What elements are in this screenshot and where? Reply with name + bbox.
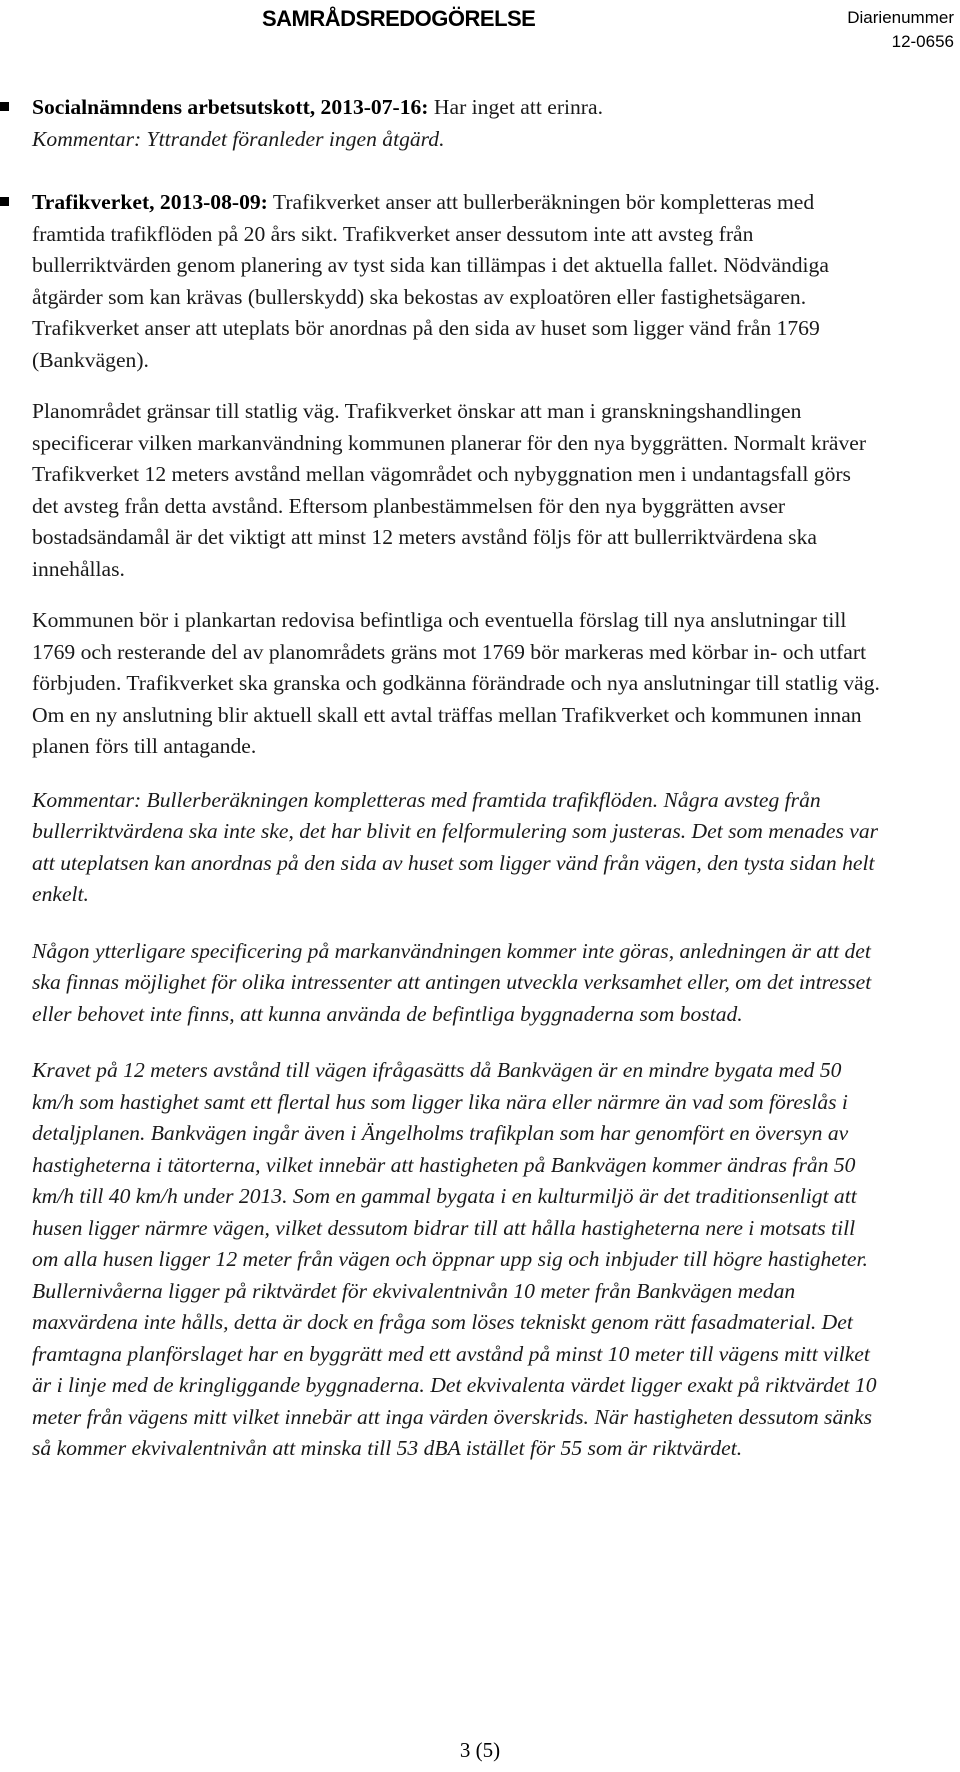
comment-paragraph: Kommentar: Bullerberäkningen kompletteras med framtida trafikflöden. Några avsteg från bullerriktvärdena ska inte ske, det har blivit en felformulering som justeras. Det som menades var att uteplatsen kan anordnas på den sida av huset som ligger vänd från vägen, den tysta sidan helt enkelt. — [32, 787, 879, 906]
document-title: SAMRÅDSREDOGÖRELSE — [262, 6, 536, 31]
diarienummer-value: 12-0656 — [891, 32, 954, 51]
remiss-text: Har inget att erinra. — [428, 95, 603, 119]
remiss-sender: Socialnämndens arbetsutskott, 2013-07-16: — [32, 95, 429, 119]
bullet-icon — [0, 102, 9, 111]
body-paragraph: Kommunen bör i plankartan redovisa befintliga och eventuella förslag till nya anslutningar till 1769 och resterande del av planområdets gräns mot 1769 bör markeras med körbar in- och utfart förbjuden. Trafikverket ska granska och godkänna förändrade och nya anslutningar till statlig väg. Om en ny anslutning blir aktuell skall ett avtal träffas mellan Trafikverket och kommunen innan planen förs till antagande. — [32, 608, 880, 758]
diarienummer-block — [847, 6, 954, 54]
comment-paragraph: Kravet på 12 meters avstånd till vägen ifrågasätts då Bankvägen är en mindre bygata med 50 km/h som hastighet samt ett flertal hus som ligger lika nära eller närmre än vad som föreslås i detaljplanen. Bankvägen ingår även i Ängelholms trafikplan som har genomfört en översyn av hastigheterna i tätorterna, vilket innebär att hastigheten på Bankvägen kommer ändras från 50 km/h till 40 km/h under 2013. Som en gammal bygata i en kulturmiljö är det traditionsenligt att husen ligger närmre vägen, vilket dessutom bidrar till att hålla hastigheterna nere i motsats till om alla husen ligger 12 meter från vägen och öppnar upp sig och inbjuder till högre hastigheter. Bullernivåerna ligger på riktvärdet för ekvivalentnivån 10 meter från Bankvägen medan maxvärdena inte hålls, detta är dock en fråga som löses tekniskt genom rätt fasadmaterial. Det framtagna planförslaget har en byggrätt med ett avstånd på minst 10 meter till vägens mitt vilket är i linje med de kringliggande byggnaderna. Det ekvivalenta värdet ligger exakt på riktvärdet 10 meter från vägens mitt vilket innebär att inga värden överskrids. När hastigheten dessutom sänks så kommer ekvivalentnivån att minska till 53 dBA istället för 55 som är riktvärdet. — [32, 1058, 877, 1460]
remiss-item-socialnamnden — [32, 92, 880, 124]
body-paragraph: Planområdet gränsar till statlig väg. Trafikverket önskar att man i granskningshandlingen specificerar vilken markanvändning kommunen planerar för den nya byggrätten. Normalt kräver Trafikverket 12 meters avstånd mellan vägområdet och nybyggnation men i undantagsfall görs det avsteg från detta avstånd. Eftersom planbestämmelsen för den nya byggrätten avser bostadsändamål är det viktigt att minst 12 meters avstånd följs för att bullerriktvärdena ska innehållas. — [32, 399, 867, 581]
comment-paragraph: Någon ytterligare specificering på markanvändningen kommer inte göras, anledningen är att det ska finnas möjlighet för olika intressenter att antingen utveckla verksamhet eller, om det intresset eller behovet inte finns, att kunna använda de befintliga byggnaderna som bostad. — [32, 938, 872, 1026]
remiss-item-trafikverket — [32, 187, 880, 376]
comment-paragraph: Kommentar: Yttrandet föranleder ingen åtgärd. — [32, 126, 445, 151]
remiss-sender: Trafikverket, 2013-08-09: — [32, 190, 268, 214]
bullet-icon — [0, 197, 9, 206]
diarienummer-label: Diarienummer — [847, 8, 954, 27]
page-number: 3 (5) — [459, 1738, 501, 1762]
remiss-text: Trafikverket anser att bullerberäkningen bör kompletteras med framtida trafikflöden på 20 års sikt. Trafikverket anser dessutom inte att avsteg från bullerriktvärden genom planering av tyst sida kan tillämpas i det aktuella fallet. Nödvändiga åtgärder som kan krävas (bullerskydd) ska bekostas av exploatören eller fastighetsägaren. Trafikverket anser att uteplats bör anordnas på den sida av huset som ligger vänd från 1769 (Bankvägen). — [32, 190, 829, 372]
document-body — [32, 92, 880, 1465]
